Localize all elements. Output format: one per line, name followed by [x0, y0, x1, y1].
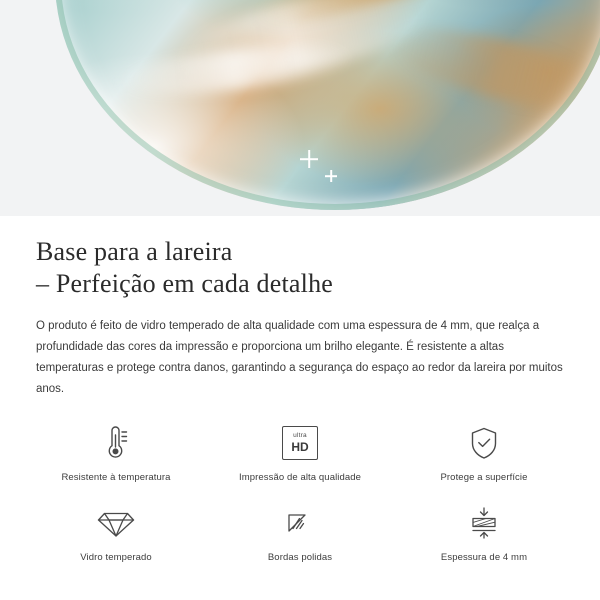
- bottom-spacer: [0, 574, 600, 600]
- hero-product-image: [0, 0, 600, 216]
- diamond-icon: [96, 502, 136, 544]
- thickness-arrows-icon: [464, 502, 504, 544]
- feature-label: Impressão de alta qualidade: [238, 472, 362, 483]
- polished-edges-icon: [281, 502, 319, 544]
- headline-line-1: Base para a lareira: [36, 237, 233, 266]
- ultra-hd-top-label: ultra: [293, 432, 307, 440]
- feature-grid: [0, 422, 600, 564]
- feature-item-thickness: [392, 502, 576, 564]
- feature-label: Resistente à temperatura: [61, 472, 171, 483]
- feature-label: Espessura de 4 mm: [440, 552, 528, 563]
- swirl-streak: [381, 13, 600, 125]
- swirl-streak: [114, 38, 357, 103]
- feature-item-surface-protection: [392, 422, 576, 484]
- shield-check-icon: [467, 422, 501, 464]
- feature-label: Protege a superfície: [440, 472, 528, 483]
- headline-line-2: – Perfeição em cada detalhe: [36, 269, 334, 298]
- feature-item-polished-edges: [208, 502, 392, 564]
- content-section: [0, 216, 600, 564]
- thermometer-icon: [99, 422, 133, 464]
- feature-label: Bordas polidas: [267, 552, 333, 563]
- feature-label: Vidro temperado: [80, 552, 152, 563]
- feature-item-print-quality: [208, 422, 392, 484]
- feature-item-temperature-resistant: [24, 422, 208, 484]
- feature-item-tempered-glass: [24, 502, 208, 564]
- description-paragraph: O produto é feito de vidro temperado de alta qualidade com uma espessura de 4 mm, que realça a profundidade das cores da impressão e proporciona um brilho elegante. É resistente a altas temperaturas e protege contra danos, garantindo a segurança do espaço ao redor da lareira por muitos anos.: [36, 320, 563, 395]
- ultra-hd-icon: [282, 422, 318, 464]
- ultra-hd-bottom-label: HD: [291, 439, 309, 454]
- swirl-streak: [245, 0, 545, 41]
- swirl-streak: [171, 0, 440, 96]
- page-title: [0, 216, 600, 300]
